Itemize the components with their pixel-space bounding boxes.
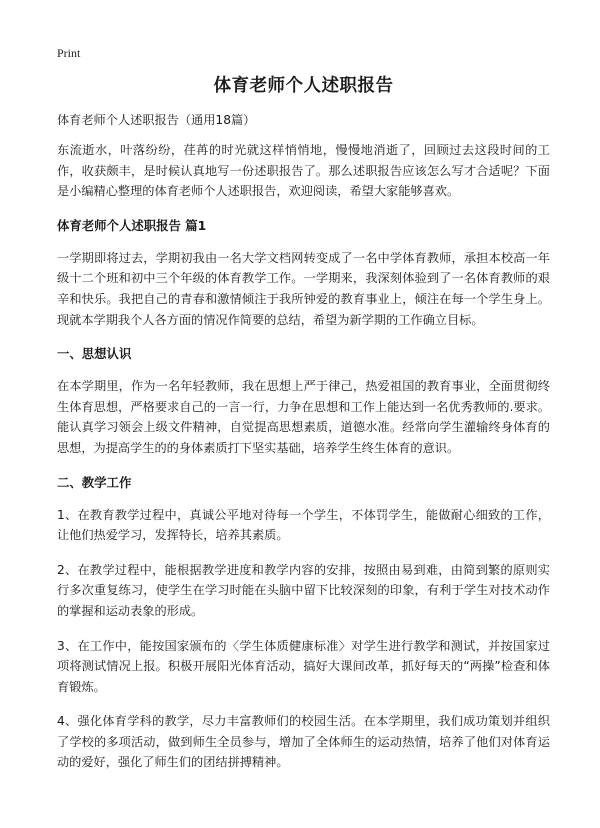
teaching-item: 2、在教学过程中，能根据教学进度和教学内容的安排，按照由易到难，由简到繁的原则实行多次重复练习，使学生在学习时能在头脑中留下比较深刻的印象，有利于学生对技术动作的掌握和运动表象的形成。 xyxy=(57,562,550,618)
teaching-item: 4、强化体育学科的教学，尽力丰富教师们的校园生活。在本学期里，我们成功策划并组织了学校的多项活动，做到师生全员参与，增加了全体师生的运动热情，培养了他们对体育运动的爱好，强化了师生们的团结拼搏精神。 xyxy=(57,714,550,770)
section-heading-teaching: 二、教学工作 xyxy=(57,474,132,490)
document xyxy=(57,74,550,787)
print-link[interactable]: Print xyxy=(57,46,81,60)
teaching-item: 3、在工作中，能按国家颁布的〈学生体质健康标准〉对学生进行教学和测试，并按国家过项将测试情况上报。积极开展阳光体育活动，搞好大课间改革，抓好每天的“两操”检查和体育锻炼。 xyxy=(57,638,550,694)
section-thought-paragraph: 在本学期里，作为一名年轻教师，我在思想上严于律己，热爱祖国的教育事业，全面贯彻终生体育思想，严格要求自己的一言一行，力争在思想和工作上能达到一名优秀教师的.要求。能认真学习领会上级文件精神，自觉提高思想素质，道德水准。经常向学生灌输终身体育的思想，为提高学生的的身体素质打下坚实基础，培养学生终生体育的意识。 xyxy=(57,379,550,455)
document-subtitle: 体育老师个人述职报告（通用18篇） xyxy=(57,113,256,127)
intro-paragraph: 东流逝水，叶落纷纷，荏苒的时光就这样悄悄地，慢慢地消逝了，回顾过去这段时间的工作，收获颇丰，是时候认真地写一份述职报告了。那么述职报告应该怎么写才合适呢？下面是小编精心整理的体育老师个人述职报告，欢迎阅读，希望大家能够喜欢。 xyxy=(57,143,550,199)
page-title: 体育老师个人述职报告 xyxy=(213,76,394,96)
article-intro-paragraph: 一学期即将过去，学期初我由一名大学文档网转变成了一名中学体育教师，承担本校高一年级十二个班和初中三个年级的体育教学工作。一学期来，我深刻体验到了一名体育教师的艰辛和快乐。我把自己的青春和激情倾注于我所钟爱的教育事业上，倾注在每一个学生身上。现就本学期我个人各方面的情况作简要的总结，希望为新学期的工作确立目标。 xyxy=(57,250,550,327)
teaching-item: 1、在教育教学过程中，真诚公平地对待每一个学生，不体罚学生，能做耐心细致的工作，让他们热爱学习，发挥特长，培养其素质。 xyxy=(57,507,550,543)
article-heading: 体育老师个人述职报告 篇1 xyxy=(57,217,207,233)
section-heading-thought: 一、思想认识 xyxy=(57,346,132,362)
